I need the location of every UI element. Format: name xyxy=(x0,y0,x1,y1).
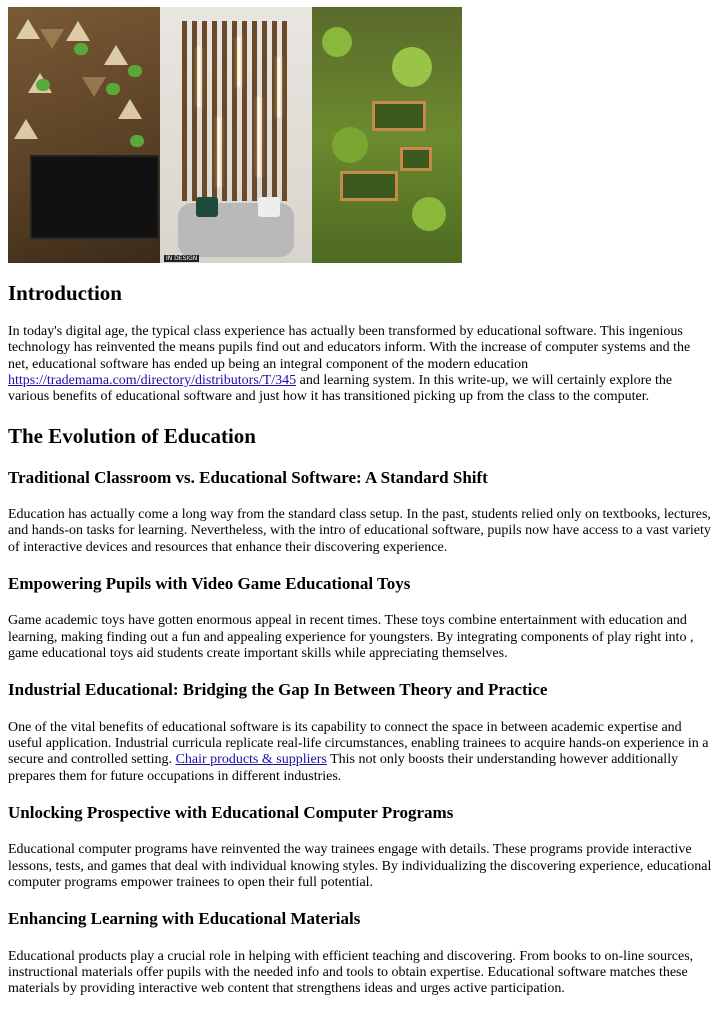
section-paragraph: Education has actually come a long way from the standard class setup. In the past, students relied only on textbooks, lectures, and hands-on tasks for learning. Nevertheless, with the intro of educational software, pupils now have access to a vast variety of interactive devices and resources that enhance their discovering experience. xyxy=(8,507,711,555)
wall-tile xyxy=(104,45,128,65)
led-light xyxy=(238,37,240,87)
wood-slat xyxy=(272,21,277,201)
wall-planter xyxy=(340,171,398,201)
wall-tile xyxy=(82,77,106,97)
wood-slat xyxy=(232,21,237,201)
interior-design-image xyxy=(8,7,462,263)
wall-planter xyxy=(400,147,432,171)
section-heading: Unlocking Prospective with Educational Computer Programs xyxy=(8,802,454,822)
article xyxy=(0,7,720,997)
wall-tile xyxy=(118,99,142,119)
moss-tile xyxy=(128,65,142,77)
wall-tile xyxy=(14,119,38,139)
wood-slat xyxy=(242,21,247,201)
wood-slat xyxy=(222,21,227,201)
image-credit: IN DESIGN xyxy=(166,255,198,262)
moss-tile xyxy=(106,83,120,95)
section-heading: Traditional Classroom vs. Educational Software: A Standard Shift xyxy=(8,467,488,487)
cushion xyxy=(196,197,218,217)
moss-cluster xyxy=(412,197,446,231)
wood-wall-panel xyxy=(8,7,160,263)
section-heading: Industrial Educational: Bridging the Gap In Between Theory and Practice xyxy=(8,680,548,700)
wood-slat xyxy=(282,21,287,201)
evolution-heading: The Evolution of Education xyxy=(8,423,256,448)
wood-slat xyxy=(182,21,187,201)
section-text-before-link: One of the vital benefits of educational software is its capability to connect the space in between academic expertise and useful application. Industrial curricula replicate real-life circumstances, enabling trainees to acquire hands-on experience in a secure and controlled setting. xyxy=(8,719,709,768)
wood-slat xyxy=(262,21,267,201)
section-paragraph: Game academic toys have gotten enormous appeal in recent times. These toys combine entertainment with education and learning, making finding out a fun and appealing experience for youngsters. By integrating components of play right into , game educational toys aid students create important skills while appreciating themselves. xyxy=(8,613,694,662)
moss-tile xyxy=(36,79,50,91)
moss-cluster xyxy=(332,127,368,163)
wall-tile xyxy=(40,29,64,49)
wood-slat xyxy=(212,21,217,201)
slat-wall-panel xyxy=(160,7,312,263)
intro-heading: Introduction xyxy=(8,281,122,305)
chair-products-link[interactable]: Chair products & suppliers xyxy=(175,752,327,768)
led-light xyxy=(258,97,260,177)
trademama-link[interactable]: https://trademama.com/directory/distributors/T/345 xyxy=(8,373,297,389)
led-light xyxy=(198,47,200,107)
intro-text-after-link: and learning system. In this write-up, we will certainly explore the various benefits of educational software and just how it has transitioned picking up from the class to the computer. xyxy=(8,373,673,405)
section-text-after-link: This not only boosts their understanding however additionally prepares them for future occupations in different industries. xyxy=(8,752,679,784)
intro-paragraph xyxy=(8,324,712,405)
led-light xyxy=(218,117,220,187)
moss-cluster xyxy=(392,47,432,87)
moss-wall-panel xyxy=(312,7,462,263)
section-heading: Enhancing Learning with Educational Materials xyxy=(8,909,361,929)
wall-planter xyxy=(372,101,426,131)
moss-tile xyxy=(74,43,88,55)
section-heading: Empowering Pupils with Video Game Educational Toys xyxy=(8,574,411,594)
wood-slat xyxy=(252,21,257,201)
wall-tile xyxy=(66,21,90,41)
wood-slat xyxy=(192,21,197,201)
wood-slat xyxy=(202,21,207,201)
moss-tile xyxy=(130,135,144,147)
section-paragraph xyxy=(8,720,712,785)
wall-tile xyxy=(16,19,40,39)
section-paragraph: Educational products play a crucial role in helping with efficient teaching and discovering. From books to on-line sources, instructional materials offer pupils with the needed info and tools to obtain expertise. Educational software matches these materials by providing interactive web content that strengthens ideas and urges active participation. xyxy=(8,948,694,997)
moss-cluster xyxy=(322,27,352,57)
section-paragraph: Educational computer programs have reinvented the way trainees engage with details. These programs provide interactive lessons, tests, and games that deal with individual knowing styles. By individualizing the discovering experience, educational computer programs empower trainees to open their full potential. xyxy=(8,842,712,890)
television xyxy=(30,155,159,239)
led-light xyxy=(278,57,280,117)
cushion xyxy=(258,197,280,217)
intro-text-before-link: In today's digital age, the typical class experience has actually been transformed by educational software. This ingenious technology has reinvented the means pupils find out and educators inform. With the increase of computer systems and the net, educational software has ended up being an integral component of the modern education xyxy=(8,324,691,372)
